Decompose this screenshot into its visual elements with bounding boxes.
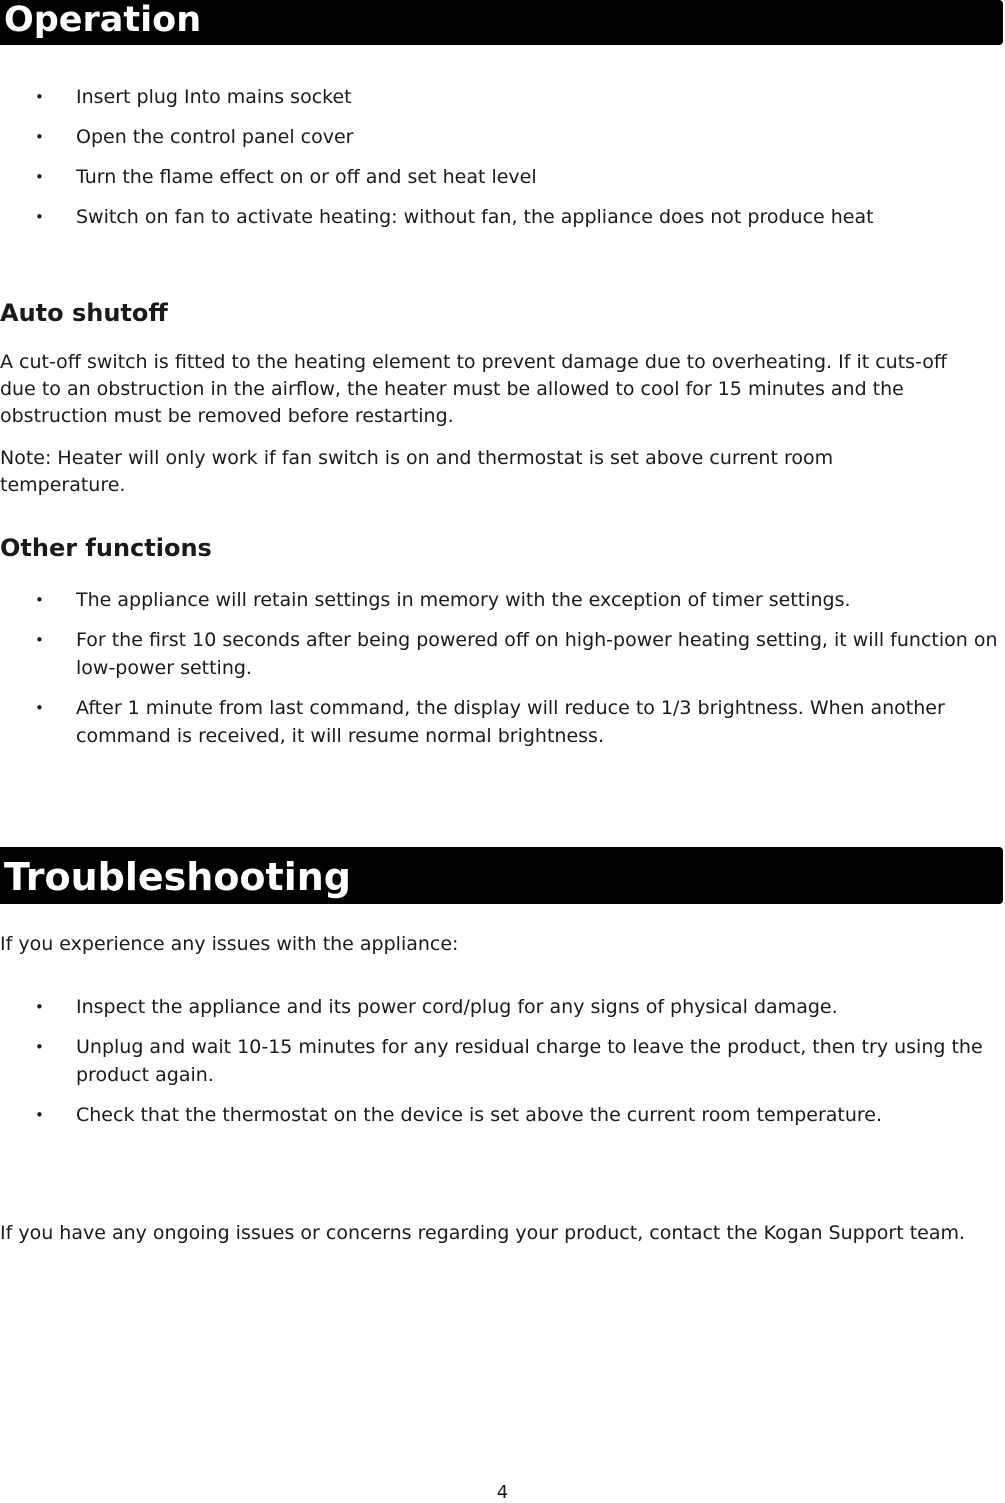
list-item: • Turn the flame effect on or off and set heat level	[35, 166, 537, 188]
list-item: • Open the control panel cover	[35, 126, 354, 148]
list-item: • Insert plug Into mains socket	[35, 86, 352, 108]
auto-shutoff-paragraph: A cut-off switch is fitted to the heating element to prevent damage due to overheating. If it cuts-off due to an obstruction in the airflow, the heater must be allowed to cool for 15 minutes and the obstruction must be removed before restarting.	[0, 351, 947, 427]
auto-shutoff-heading: Auto shutoff	[0, 299, 168, 327]
list-item: • For the first 10 seconds after being powered off on high-power heating setting, it will function on low-power setting.	[35, 629, 998, 679]
list-item: • The appliance will retain settings in memory with the exception of timer settings.	[35, 589, 851, 611]
page-number: 4	[496, 1482, 509, 1503]
operation-title: Operation	[0, 0, 1003, 45]
other-functions-heading: Other functions	[0, 534, 212, 562]
list-item: • Inspect the appliance and its power cord/plug for any signs of physical damage.	[35, 996, 838, 1018]
troubleshooting-list	[0, 993, 1000, 1141]
auto-shutoff-section	[0, 298, 1000, 328]
list-item: • Unplug and wait 10-15 minutes for any residual charge to leave the product, then try using the product again.	[35, 1036, 983, 1086]
list-item: • Check that the thermostat on the device is set above the current room temperature.	[35, 1104, 883, 1126]
troubleshooting-outro: If you have any ongoing issues or concerns regarding your product, contact the Kogan Support team.	[0, 1222, 966, 1244]
auto-shutoff-note: Note: Heater will only work if fan switch is on and thermostat is set above current room temperature.	[0, 447, 834, 496]
troubleshooting-intro: If you experience any issues with the appliance:	[0, 933, 459, 955]
list-item: • Switch on fan to activate heating: without fan, the appliance does not produce heat	[35, 206, 874, 228]
list-item: • After 1 minute from last command, the display will reduce to 1/3 brightness. When another command is received, it will resume normal brightness.	[35, 697, 945, 747]
operation-list	[0, 83, 1000, 243]
troubleshooting-title: Troubleshooting	[0, 847, 1003, 904]
other-functions-list	[0, 586, 1000, 762]
